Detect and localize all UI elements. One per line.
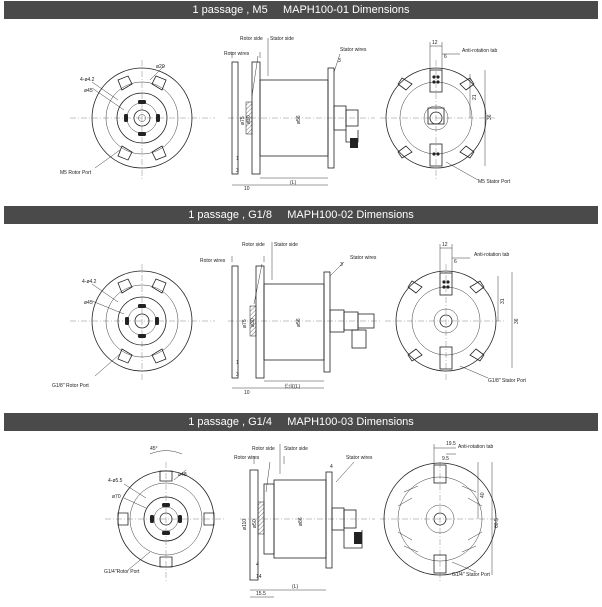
back-dim-0: 12 xyxy=(442,242,448,248)
back-dim-2: 21 xyxy=(472,94,478,100)
section-1-title: 1 passage , M5 MAPH100-01 Dimensions xyxy=(192,4,410,16)
side-dim-1: ø30 xyxy=(250,318,256,327)
side-dim-0: ø110 xyxy=(242,518,248,530)
back-dim-0: 19.5 xyxy=(446,441,456,447)
front-dim-pcd: ø45 xyxy=(84,300,93,306)
side-rotor-wires: Rotor wires xyxy=(200,258,226,264)
section-1-title-bar xyxy=(4,1,598,19)
back-dim-0: 12 xyxy=(432,40,438,46)
side-rotor-side: Rotor side xyxy=(242,242,265,248)
back-dim-3: 36 xyxy=(487,114,493,120)
back-tab-label: Anti-rotation tab xyxy=(474,252,510,258)
front-dim-pcd: ø70 xyxy=(112,494,121,500)
section-1-svg xyxy=(0,20,602,200)
back-view xyxy=(380,40,511,185)
side-rotor-side: Rotor side xyxy=(252,446,275,452)
side-view xyxy=(224,36,375,192)
side-dim-7: (L) xyxy=(292,584,299,590)
front-dim-inner: ø48 xyxy=(178,472,187,478)
side-rotor-wires: Rotor wires xyxy=(224,51,250,57)
front-dim-holes: 4-ø5.5 xyxy=(108,478,123,484)
side-dim-2: ø56 xyxy=(296,318,302,327)
back-port-label: G1/4" Stator Port xyxy=(452,572,490,578)
front-view xyxy=(104,446,225,582)
section-3-title-bar xyxy=(4,413,598,431)
side-rotor-side: Rotor side xyxy=(240,36,263,42)
back-view xyxy=(380,441,500,582)
side-dim-4: 1 xyxy=(236,360,239,366)
front-port-label: G1/8" Rotor Port xyxy=(52,383,89,389)
back-tab-label: Anti-rotation tab xyxy=(462,48,498,54)
side-dim-7: (L) xyxy=(290,180,297,186)
section-3-drawings xyxy=(0,432,602,602)
back-view xyxy=(385,242,527,384)
side-dim-5: 14 xyxy=(256,574,262,580)
side-stator-side: Stator side xyxy=(270,36,294,42)
side-dim-6: 10 xyxy=(244,186,250,192)
back-dim-1: 6 xyxy=(444,54,447,60)
section-1-drawings xyxy=(0,20,602,200)
front-port-label: G1/4"Rotor Port xyxy=(104,569,140,575)
back-dim-3: 36 xyxy=(514,318,520,324)
side-dim-1: ø30 xyxy=(246,115,252,124)
side-dim-0: ø75 xyxy=(240,116,246,125)
section-3-svg xyxy=(0,432,602,602)
side-dim-3: 4 xyxy=(330,464,333,470)
side-dim-6: 15.5 xyxy=(256,591,266,597)
front-dim-holes: 4-ø4.2 xyxy=(80,77,95,83)
back-dim-3: 60.5 xyxy=(494,518,500,528)
side-view xyxy=(234,444,375,597)
front-dim-angle: 45° xyxy=(150,446,158,452)
front-dim-pcd: ø45 xyxy=(84,88,93,94)
back-tab-label: Anti-rotation tab xyxy=(458,444,494,450)
front-dim-inner: ø20 xyxy=(156,64,165,70)
side-stator-wires: Stator wires xyxy=(346,455,373,461)
side-dim-5: 3 xyxy=(236,372,239,378)
side-dim-4: 1 xyxy=(236,156,239,162)
side-view xyxy=(200,242,380,396)
side-dim-5: 3 xyxy=(236,168,239,174)
side-dim-2: ø86 xyxy=(298,517,304,526)
back-dim-2: 31 xyxy=(500,298,506,304)
front-dim-holes: 4-ø4.2 xyxy=(82,279,97,285)
side-dim-6: 10 xyxy=(244,390,250,396)
front-port-label: M5 Rotor Port xyxy=(60,170,92,176)
back-dim-1: 9.5 xyxy=(442,456,449,462)
back-port-label: M5 Stator Port xyxy=(478,179,511,185)
side-dim-0: ø75 xyxy=(242,319,248,328)
side-dim-2: ø56 xyxy=(296,115,302,124)
side-rotor-wires: Rotor wires xyxy=(234,455,260,461)
side-dim-3: 3 xyxy=(340,262,343,268)
back-dim-2: 40 xyxy=(480,492,486,498)
back-port-label: G1/8" Stator Port xyxy=(488,378,526,384)
front-view xyxy=(52,264,215,389)
section-3-title: 1 passage , G1/4 MAPH100-03 Dimensions xyxy=(188,416,414,428)
side-dim-7: 长度(L) xyxy=(284,384,301,390)
side-dim-3: 3 xyxy=(338,58,341,64)
side-stator-wires: Stator wires xyxy=(340,47,367,53)
side-dim-1: ø50 xyxy=(252,519,258,528)
back-dim-1: 6 xyxy=(454,259,457,265)
section-2-svg xyxy=(0,226,602,406)
side-stator-side: Stator side xyxy=(274,242,298,248)
side-stator-side: Stator side xyxy=(284,446,308,452)
front-view xyxy=(60,60,215,180)
section-2-title: 1 passage , G1/8 MAPH100-02 Dimensions xyxy=(188,209,414,221)
section-2-title-bar xyxy=(4,206,598,224)
side-stator-wires: Stator wires xyxy=(350,255,377,261)
section-2-drawings xyxy=(0,226,602,406)
side-dim-4: 4 xyxy=(256,562,259,568)
